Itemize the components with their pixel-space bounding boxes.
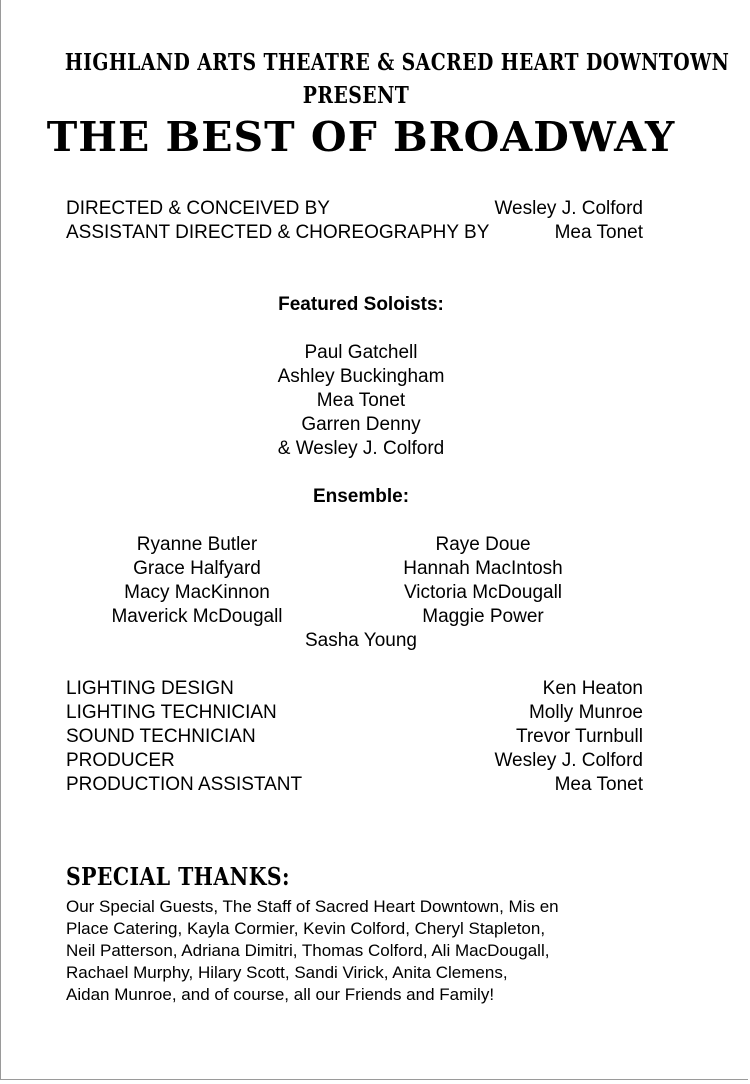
soloists-heading: Featured Soloists: — [278, 294, 444, 315]
soloist-name: & Wesley J. Colford — [277, 438, 445, 459]
soloist-name: Mea Tonet — [316, 390, 406, 411]
thanks-line: Rachael Murphy, Hilary Scott, Sandi Virick, Anita Clemens, — [66, 963, 508, 982]
credit-row — [66, 725, 643, 749]
ensemble-name: Maggie Power — [422, 606, 544, 627]
soloist-name: Paul Gatchell — [304, 342, 418, 363]
thanks-line: Neil Patterson, Adriana Dimitri, Thomas Colford, Ali MacDougall, — [66, 941, 550, 960]
ensemble-list — [1, 533, 721, 653]
credit-name: Wesley J. Colford — [494, 198, 643, 219]
soloist-name: Ashley Buckingham — [277, 366, 445, 387]
soloist-name: Garren Denny — [301, 414, 421, 435]
credit-role: DIRECTED & CONCEIVED BY — [66, 198, 330, 219]
ensemble-name: Maverick McDougall — [111, 606, 283, 627]
special-thanks-heading: SPECIAL THANKS: — [66, 862, 290, 891]
credit-role: LIGHTING TECHNICIAN — [66, 702, 277, 723]
presenters-line: PRESENT — [302, 82, 410, 109]
presenters-heading — [64, 46, 730, 112]
credit-role: PRODUCER — [66, 750, 175, 771]
credit-role: ASSISTANT DIRECTED & CHOREOGRAPHY BY — [66, 222, 490, 243]
presenters-line: HIGHLAND ARTS THEATRE & SACRED HEART DOWNTOWN — [64, 49, 730, 76]
show-title: THE BEST OF BROADWAY — [46, 113, 676, 161]
thanks-line: Place Catering, Kayla Cormier, Kevin Colford, Cheryl Stapleton, — [66, 919, 546, 938]
crew-credits — [66, 677, 643, 797]
credit-row — [66, 773, 643, 797]
credit-role: SOUND TECHNICIAN — [66, 726, 256, 747]
credit-name: Trevor Turnbull — [515, 726, 643, 747]
ensemble-name: Victoria McDougall — [403, 582, 563, 603]
ensemble-heading-text: Ensemble: — [312, 486, 410, 507]
director-credits — [66, 197, 643, 245]
thanks-line: Aidan Munroe, and of course, all our Friends and Family! — [66, 985, 495, 1004]
credit-name: Ken Heaton — [542, 678, 643, 699]
credit-row — [66, 197, 643, 221]
credit-name: Mea Tonet — [554, 222, 643, 243]
credit-row — [66, 677, 643, 701]
ensemble-name: Sasha Young — [304, 630, 417, 651]
credit-row — [66, 701, 643, 725]
ensemble-name: Ryanne Butler — [136, 534, 258, 555]
thanks-line: Our Special Guests, The Staff of Sacred Heart Downtown, Mis en — [66, 897, 559, 916]
credit-name: Mea Tonet — [554, 774, 643, 795]
credit-name: Wesley J. Colford — [494, 750, 643, 771]
ensemble-right-column — [333, 533, 633, 629]
credit-name: Molly Munroe — [528, 702, 643, 723]
ensemble-name: Macy MacKinnon — [124, 582, 270, 603]
credit-row — [66, 749, 643, 773]
ensemble-name: Grace Halfyard — [133, 558, 261, 579]
ensemble-heading — [1, 485, 721, 509]
credit-role: PRODUCTION ASSISTANT — [66, 774, 303, 795]
credit-row — [66, 221, 643, 245]
ensemble-name: Raye Doue — [435, 534, 531, 555]
soloists-section — [1, 293, 721, 461]
credit-role: LIGHTING DESIGN — [66, 678, 234, 699]
special-thanks-text — [66, 896, 636, 1006]
ensemble-name: Hannah MacIntosh — [403, 558, 563, 579]
